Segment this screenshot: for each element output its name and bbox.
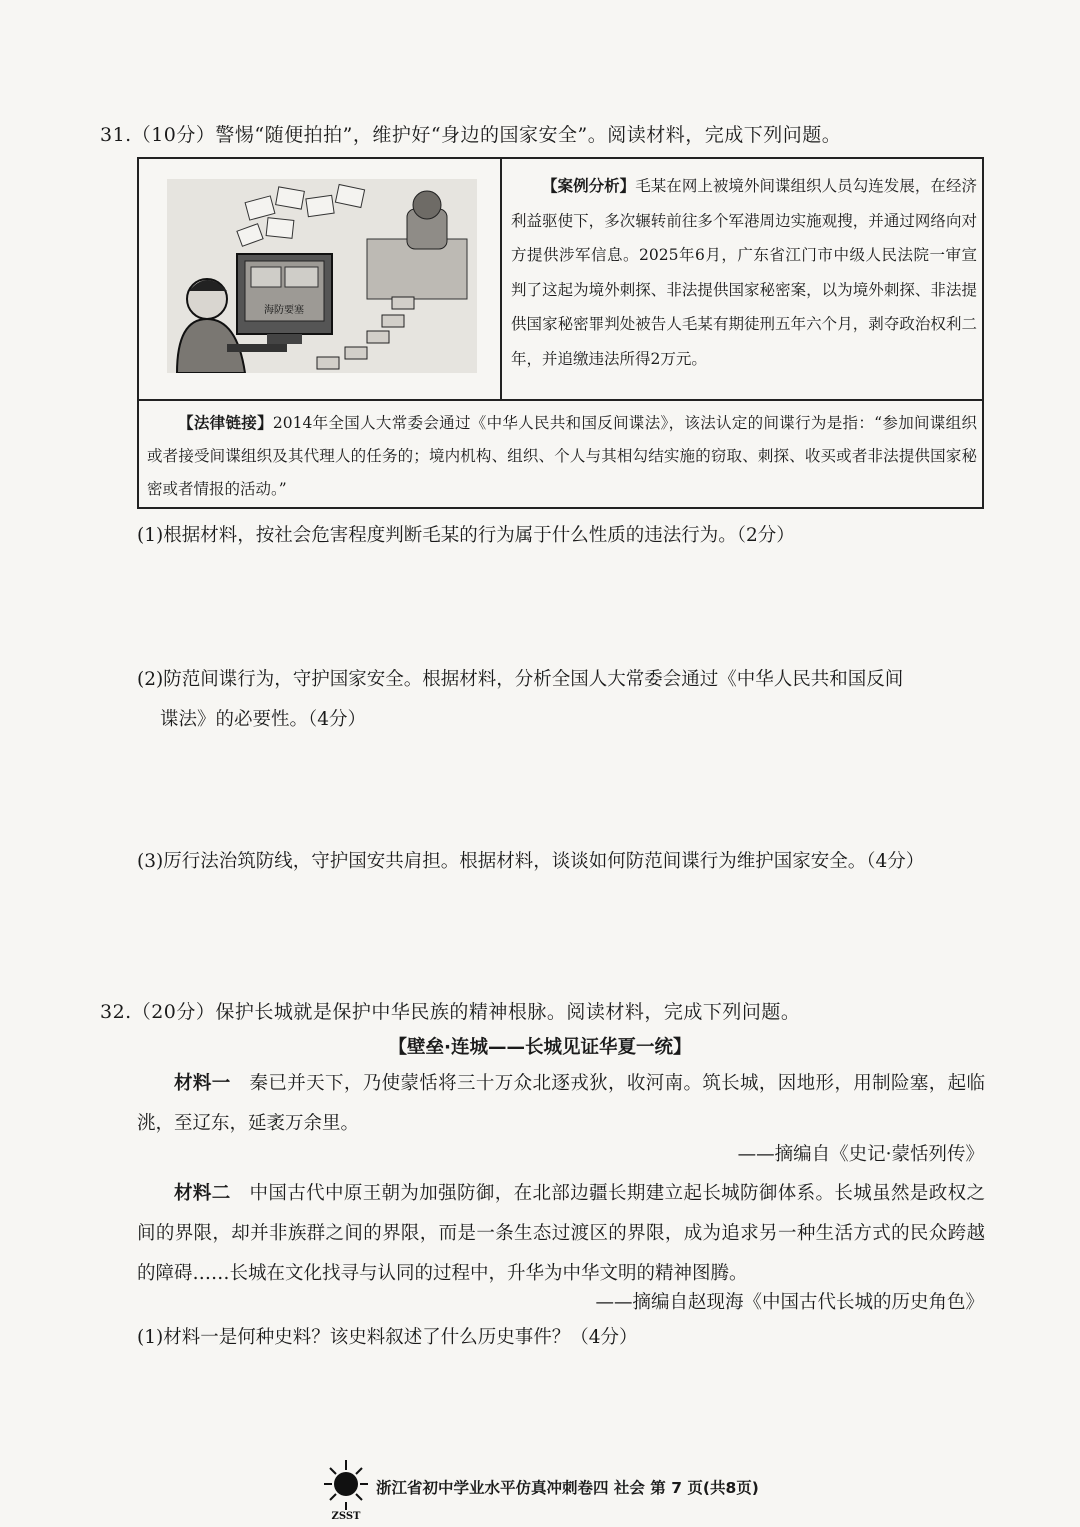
material-2-label: 材料二 [174, 1183, 231, 1204]
law-link-text [147, 407, 977, 506]
box-horizontal-divider [139, 399, 982, 401]
material-1-body: 秦已并天下，乃使蒙恬将三十万众北逐戎狄，收河南。筑长城，因地形，用制险塞，起临洮，至辽东，延袤万余里。 [137, 1073, 985, 1134]
logo-text: ZSST [331, 1511, 361, 1522]
q31-sub2-line1: (2)防范间谍行为，守护国家安全。根据材料，分析全国人大常委会通过《中华人民共和国反间 [137, 669, 904, 690]
law-link-body: 2014年全国人大常委会通过《中华人民共和国反间谍法》，该法认定的间谍行为是指：“参加间谍组织或者接受间谍组织及其代理人的任务的；境内机构、组织、个人与其相勾结实施的窃取、刺探、收买或者非法提供国家秘密或者情报的活动。” [147, 414, 977, 498]
case-analysis-text [511, 169, 977, 376]
q32-sub1: (1)材料一是何种史料？该史料叙述了什么历史事件？（4分） [137, 1327, 638, 1348]
law-link-tag: 【法律链接】 [178, 414, 273, 432]
publisher-logo-icon [318, 1456, 374, 1522]
material-1-source: ——摘编自《史记·蒙恬列传》 [737, 1144, 984, 1165]
question-31-title: 31.（10分）警惕“随便拍拍”，维护好“身边的国家安全”。阅读材料，完成下列问题。 [100, 124, 842, 146]
footer-text: 浙江省初中学业水平仿真冲刺卷四 社会 第 7 页(共8页) [376, 1479, 759, 1497]
material-1 [137, 1064, 985, 1144]
material-box [137, 157, 984, 509]
question-32-title: 32.（20分）保护长城就是保护中华民族的精神根脉。阅读材料，完成下列问题。 [100, 1001, 801, 1023]
material-2-body: 中国古代中原王朝为加强防御，在北部边疆长期建立起长城防御体系。长城虽然是政权之间的界限，却并非族群之间的界限，而是一条生态过渡区的界限，成为追求另一种生活方式的民众跨越的障碍……长城在文化找寻与认同的过程中，升华为中华文明的精神图腾。 [137, 1183, 985, 1284]
material-1-label: 材料一 [174, 1073, 231, 1094]
section-title: 【壁垒·连城——长城见证华夏一统】 [388, 1037, 692, 1058]
page-footer [318, 1456, 798, 1526]
q31-sub1: (1)根据材料，按社会危害程度判断毛某的行为属于什么性质的违法行为。（2分） [137, 525, 795, 546]
spy-cartoon-illustration [167, 179, 477, 373]
q31-sub2-line2: 谍法》的必要性。（4分） [160, 709, 367, 730]
box-vertical-divider [500, 159, 502, 399]
material-2-source: ——摘编自赵现海《中国古代长城的历史角色》 [595, 1292, 984, 1313]
q31-sub3: (3)厉行法治筑防线，守护国安共肩担。根据材料，谈谈如何防范间谍行为维护国家安全。（4分） [137, 851, 925, 872]
material-2 [137, 1174, 985, 1294]
case-analysis-tag: 【案例分析】 [542, 177, 636, 195]
cartoon-screen-label: 海防要塞 [264, 305, 304, 316]
case-analysis-body: 毛某在网上被境外间谍组织人员勾连发展，在经济利益驱使下，多次辗转前往多个军港周边实施观搜，并通过网络向对方提供涉军信息。2025年6月，广东省江门市中级人民法院一审宣判了这起为境外刺探、非法提供国家秘密案，以为境外刺探、非法提供国家秘密罪判处被告人毛某有期徒刑五年六个月，剥夺政治权利二年，并追缴违法所得2万元。 [511, 177, 977, 368]
